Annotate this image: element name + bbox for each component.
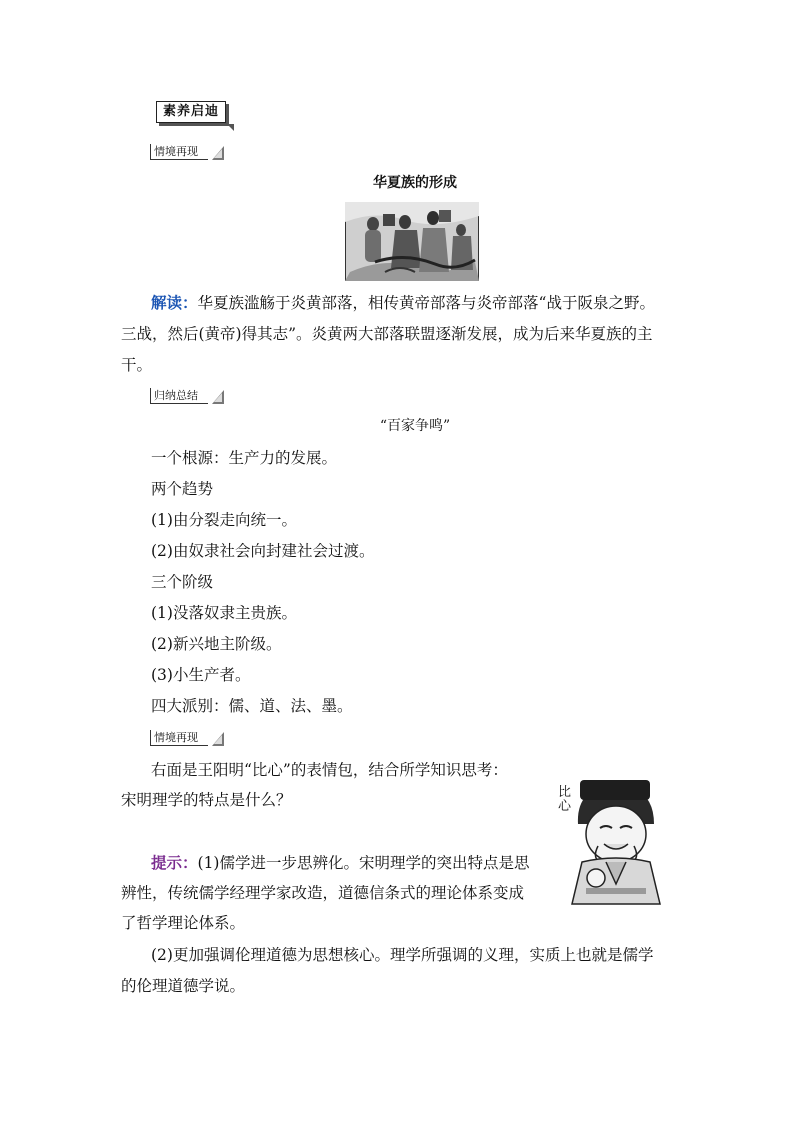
hint-line-1 xyxy=(151,853,529,873)
block1-lead: 解读 xyxy=(151,293,183,312)
hint-lead: 提示： xyxy=(151,853,198,872)
question-line-1: 右面是王阳明“比心”的表情包，结合所学知识思考： xyxy=(151,761,508,779)
list-line: (3)小生产者。 xyxy=(151,666,251,684)
block1-line-2: 三战，然后(黄帝)得其志”。炎黄两大部落联盟逐渐发展，成为后来华夏族的主 xyxy=(121,325,653,343)
section-header-label: 素养启迪 xyxy=(163,104,220,119)
tab-scene-2 xyxy=(150,730,198,746)
tab-scene-1 xyxy=(150,144,198,160)
hint-line-3: 了哲学理论体系。 xyxy=(121,914,246,932)
list-line: 四大派别：儒、道、法、墨。 xyxy=(151,697,353,715)
list-line: 一个根源：生产力的发展。 xyxy=(151,449,338,467)
tab-summary-label: 归纳总结 xyxy=(154,389,198,402)
cartoon-label: 比心 xyxy=(558,785,572,814)
hint-line-2: 辨性，传统儒学经理学家改造，道德信条式的理论体系变成 xyxy=(121,884,525,902)
list-line: 两个趋势 xyxy=(151,480,214,498)
list-line: 三个阶级 xyxy=(151,573,214,591)
list-line: (2)由奴隶社会向封建社会过渡。 xyxy=(151,542,375,560)
list-line: (2)新兴地主阶级。 xyxy=(151,635,282,653)
block1-line-1 xyxy=(151,293,655,313)
hint-line-4: (2)更加强调伦理道德为思想核心。理学所强调的义理，实质上也就是儒学 xyxy=(151,946,654,964)
list-line: (1)由分裂走向统一。 xyxy=(151,511,297,529)
hint-line-5: 的伦理道德学说。 xyxy=(121,977,246,995)
block1-title: 华夏族的形成 xyxy=(373,175,457,191)
section-header xyxy=(156,101,226,123)
block1-line-3: 干。 xyxy=(121,356,153,374)
block1-lead-colon: ： xyxy=(182,293,198,312)
block1-body-1: 华夏族滥觞于炎黄部落，相传黄帝部落与炎帝部落“战于阪泉之野。 xyxy=(197,294,655,312)
hint-text-1: (1)儒学进一步思辨化。宋明理学的突出特点是思 xyxy=(197,854,530,872)
block2-title: “百家争鸣” xyxy=(379,418,451,434)
tab-summary xyxy=(150,388,198,404)
header-corner-decor xyxy=(227,124,234,131)
question-line-2: 宋明理学的特点是什么？ xyxy=(121,791,292,809)
huaxia-mural-image xyxy=(345,202,479,281)
tab-scene-1-label: 情境再现 xyxy=(154,145,198,158)
wang-yangming-cartoon xyxy=(556,766,676,906)
tab-scene-2-label: 情境再现 xyxy=(154,731,198,744)
list-line: (1)没落奴隶主贵族。 xyxy=(151,604,297,622)
